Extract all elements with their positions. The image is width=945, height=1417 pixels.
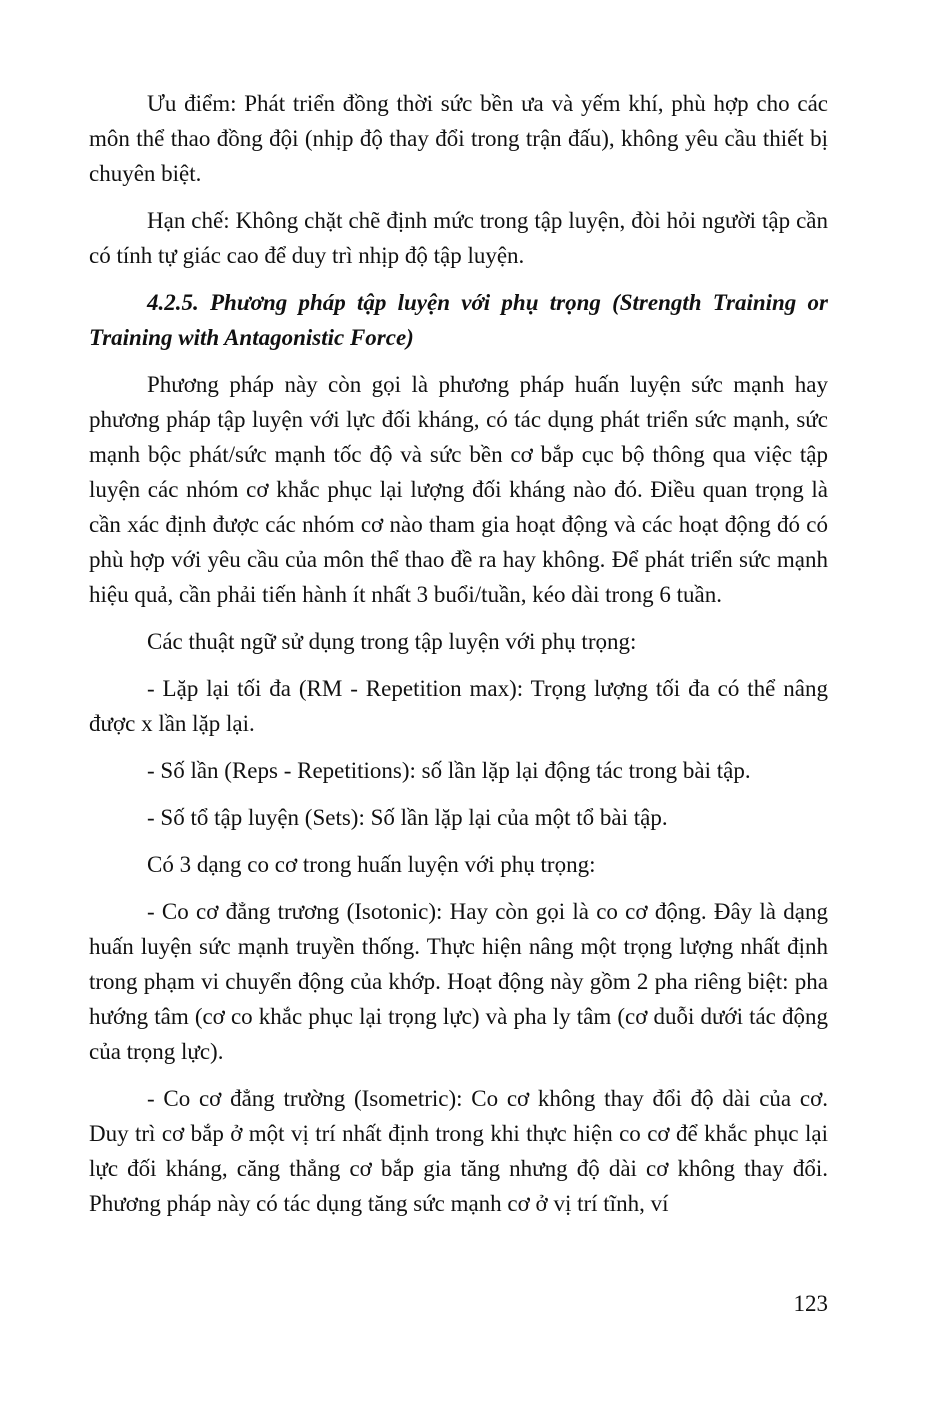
list-item-isotonic: - Co cơ đẳng trương (Isotonic): Hay còn gọi là co cơ động. Đây là dạng huấn luyện sức mạnh truyền thống. Thực hiện nâng một trọng lượng nhất định trong phạm vi chuyển động của khớp. Hoạt động này gồm 2 pha riêng biệt: pha hướng tâm (cơ co khắc phục lại trọng lực) và pha ly tâm (cơ duỗi dưới tác động của trọng lực).: [89, 899, 828, 1064]
page-number: 123: [793, 1291, 828, 1316]
paragraph-terminology-intro: Các thuật ngữ sử dụng trong tập luyện với phụ trọng:: [147, 629, 637, 654]
section-heading-4-2-5: 4.2.5. Phương pháp tập luyện với phụ trọng (Strength Training or Training with Antagonistic Force): [89, 290, 828, 350]
paragraph-contraction-types-intro: Có 3 dạng co cơ trong huấn luyện với phụ trọng:: [147, 852, 596, 877]
list-item-reps: - Số lần (Reps - Repetitions): số lần lặp lại động tác trong bài tập.: [147, 758, 751, 783]
list-item-sets: - Số tổ tập luyện (Sets): Số lần lặp lại của một tổ bài tập.: [147, 805, 668, 830]
page-content: [89, 86, 828, 1233]
paragraph-limitations: Hạn chế: Không chặt chẽ định mức trong tập luyện, đòi hỏi người tập cần có tính tự giác cao để duy trì nhịp độ tập luyện.: [89, 208, 828, 268]
paragraph-advantages: Ưu điểm: Phát triển đồng thời sức bền ưa và yếm khí, phù hợp cho các môn thể thao đồng đội (nhịp độ thay đổi trong trận đấu), không yêu cầu thiết bị chuyên biệt.: [89, 91, 828, 186]
paragraph-method-description: Phương pháp này còn gọi là phương pháp huấn luyện sức mạnh hay phương pháp tập luyện với lực đối kháng, có tác dụng phát triển sức mạnh, sức mạnh bộc phát/sức mạnh tốc độ và sức bền cơ bắp cục bộ thông qua việc tập luyện các nhóm cơ khắc phục lại lượng đối kháng nào đó. Điều quan trọng là cần xác định được các nhóm cơ nào tham gia hoạt động và các hoạt động đó có phù hợp với yêu cầu của môn thể thao đề ra hay không. Để phát triển sức mạnh hiệu quả, cần phải tiến hành ít nhất 3 buổi/tuần, kéo dài trong 6 tuần.: [89, 372, 828, 607]
list-item-repetition-max: - Lặp lại tối đa (RM - Repetition max): Trọng lượng tối đa có thể nâng được x lần lặp lại.: [89, 676, 828, 736]
list-item-isometric: - Co cơ đẳng trường (Isometric): Co cơ không thay đổi độ dài của cơ. Duy trì cơ bắp ở một vị trí nhất định trong khi thực hiện co cơ để khắc phục lại lực đối kháng, căng thẳng cơ bắp gia tăng nhưng độ dài cơ không thay đổi. Phương pháp này có tác dụng tăng sức mạnh cơ ở vị trí tĩnh, ví: [89, 1086, 828, 1216]
